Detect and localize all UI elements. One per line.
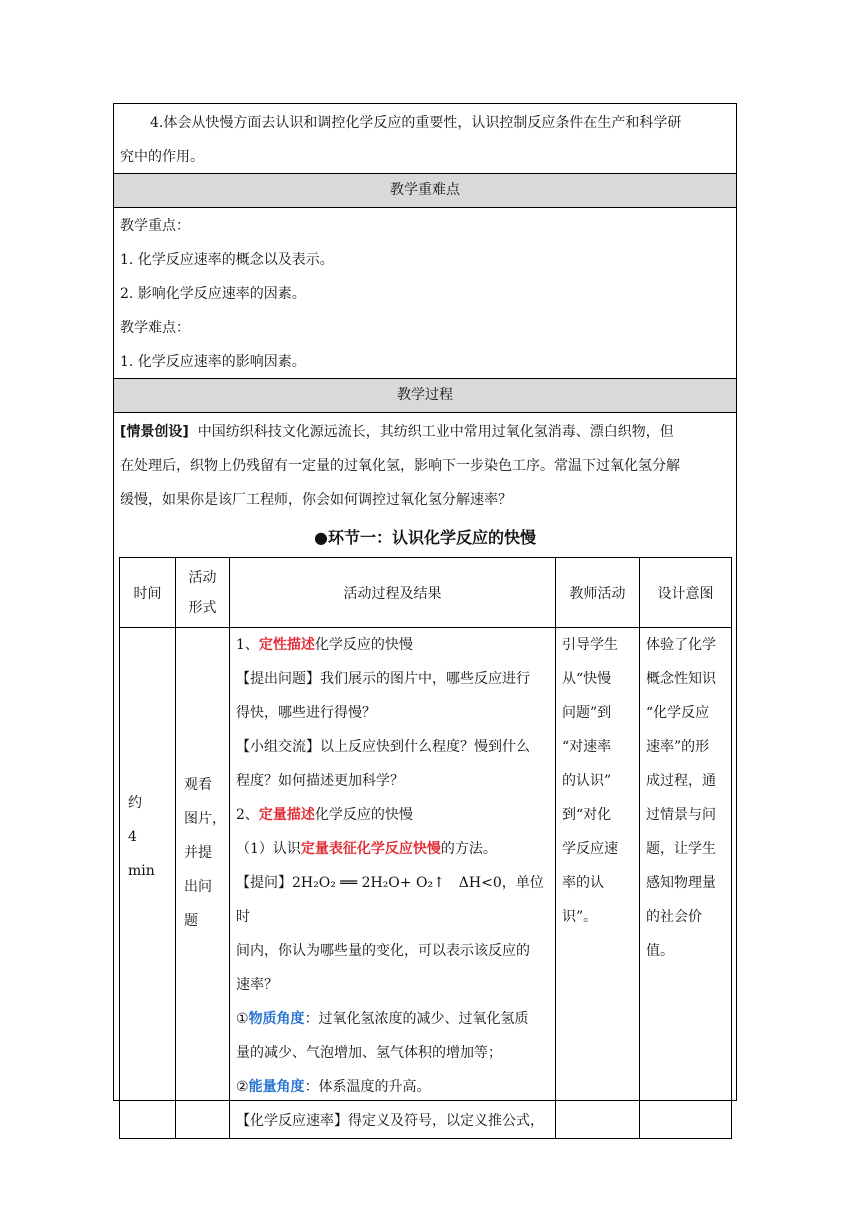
process-body xyxy=(114,413,736,1129)
keypoints-body xyxy=(114,208,736,379)
header-form xyxy=(176,558,230,628)
energy-angle-highlight: 能量角度 xyxy=(248,1079,305,1095)
lesson-plan-page xyxy=(113,103,737,1129)
substance-angle-highlight: 物质角度 xyxy=(248,1011,305,1027)
process-line-2: 【提出问题】我们展示的图片中，哪些反应进行 xyxy=(236,671,530,687)
form-line-4: 出问 xyxy=(184,879,212,895)
form-line-1: 观看 xyxy=(184,777,212,793)
objective-line-1: 4.体会从快慢方面去认识和调控化学反应的重要性，认识控制反应条件在生产和科学研 xyxy=(150,115,682,131)
time-line-2: 4 xyxy=(128,829,137,845)
process-line-5: 程度？如何描述更加科学？ xyxy=(236,773,404,789)
table-row xyxy=(120,628,732,1139)
header-form-line-1: 活动 xyxy=(188,569,217,586)
process-line-10: 速率？ xyxy=(236,977,278,993)
qualitative-highlight: 定性描述 xyxy=(258,637,315,653)
scenario-line-2: 在处理后，织物上仍残留有一定量的过氧化氢，影响下一步染色工序。常温下过氧化氢分解 xyxy=(120,458,680,474)
cell-intent xyxy=(640,628,732,1139)
intent-line-7: 题，让学生 xyxy=(646,841,716,857)
key-label: 教学重点： xyxy=(120,218,190,234)
teacher-line-8: 率的认 xyxy=(562,875,604,891)
time-line-1: 约 xyxy=(128,795,142,811)
intent-line-4: 速率”的形 xyxy=(646,739,710,755)
teacher-line-9: 识”。 xyxy=(562,909,598,925)
teacher-line-5: 的认识” xyxy=(562,773,612,789)
process-line-9: 间内，你认为哪些量的变化，可以表示该反应的 xyxy=(236,943,530,959)
scenario-text-1: 中国纺织科技文化源远流长，其纺织工业中常用过氧化氢消毒、漂白织物，但 xyxy=(197,424,674,440)
activity-table xyxy=(119,557,732,1139)
intent-line-9: 的社会价 xyxy=(646,909,702,925)
teacher-line-1: 引导学生 xyxy=(562,637,618,653)
objective-line-2: 究中的作用。 xyxy=(120,149,204,165)
cell-process xyxy=(230,628,556,1139)
form-line-5: 题 xyxy=(184,913,198,929)
key-item-1: 1. 化学反应速率的概念以及表示。 xyxy=(120,252,334,268)
difficult-item-1: 1. 化学反应速率的影响因素。 xyxy=(120,354,306,370)
header-teacher: 教师活动 xyxy=(556,558,640,628)
method-highlight: 定量表征化学反应快慢 xyxy=(300,841,441,857)
form-line-3: 并提 xyxy=(184,845,212,861)
keypoints-header: 教学重难点 xyxy=(114,174,736,208)
cell-time xyxy=(120,628,176,1139)
teacher-line-7: 学反应速 xyxy=(562,841,618,857)
objective-row xyxy=(114,104,736,174)
time-line-3: min xyxy=(128,863,155,879)
process-line-1: 1、定性描述化学反应的快慢 xyxy=(236,637,413,653)
teacher-line-2: 从“快慢 xyxy=(562,671,612,687)
teacher-line-6: 到“对化 xyxy=(562,807,612,823)
process-line-4: 【小组交流】以上反应快到什么程度？慢到什么 xyxy=(236,739,530,755)
cell-teacher xyxy=(556,628,640,1139)
header-intent: 设计意图 xyxy=(640,558,732,628)
process-line-6: 2、定量描述化学反应的快慢 xyxy=(236,807,413,823)
intent-line-6: 过情景与问 xyxy=(646,807,716,823)
key-item-2: 2. 影响化学反应速率的因素。 xyxy=(120,286,306,302)
teacher-line-3: 问题”到 xyxy=(562,705,612,721)
quantitative-highlight: 定量描述 xyxy=(258,807,315,823)
intent-line-1: 体验了化学 xyxy=(646,637,716,653)
cell-form xyxy=(176,628,230,1139)
process-line-3: 得快，哪些进行得慢？ xyxy=(236,705,376,721)
header-process: 活动过程及结果 xyxy=(230,558,556,628)
intent-line-10: 值。 xyxy=(646,943,674,959)
table-header-row xyxy=(120,558,732,628)
process-line-12: 量的减少、气泡增加、氢气体积的增加等； xyxy=(236,1045,502,1061)
intent-line-3: “化学反应 xyxy=(646,705,710,721)
header-time: 时间 xyxy=(120,558,176,628)
process-line-13: ②能量角度：体系温度的升高。 xyxy=(236,1079,431,1095)
process-line-7: （1）认识定量表征化学反应快慢的方法。 xyxy=(236,841,497,857)
intent-line-5: 成过程，通 xyxy=(646,773,716,789)
header-form-line-2: 形式 xyxy=(188,599,217,616)
teacher-line-4: “对速率 xyxy=(562,739,612,755)
scenario-tag: [情景创设] xyxy=(120,424,189,440)
section-title: ●环节一：认识化学反应的快慢 xyxy=(314,528,536,547)
process-line-8: 【提问】2H₂O₂ ══ 2H₂O+ O₂↑ ΔH<0，单位时 xyxy=(236,875,544,925)
scenario-line-1 xyxy=(120,415,728,449)
process-line-14: 【化学反应速率】得定义及符号，以定义推公式， xyxy=(236,1113,544,1129)
form-line-2: 图片， xyxy=(184,811,226,827)
intent-line-2: 概念性知识 xyxy=(646,671,716,687)
process-header: 教学过程 xyxy=(114,379,736,413)
difficult-label: 教学难点： xyxy=(120,320,190,336)
scenario-line-3: 缓慢，如果你是该厂工程师，你会如何调控过氧化氢分解速率？ xyxy=(120,492,512,508)
intent-line-8: 感知物理量 xyxy=(646,875,716,891)
process-line-11: ①物质角度：过氧化氢浓度的减少、过氧化氢质 xyxy=(236,1011,529,1027)
